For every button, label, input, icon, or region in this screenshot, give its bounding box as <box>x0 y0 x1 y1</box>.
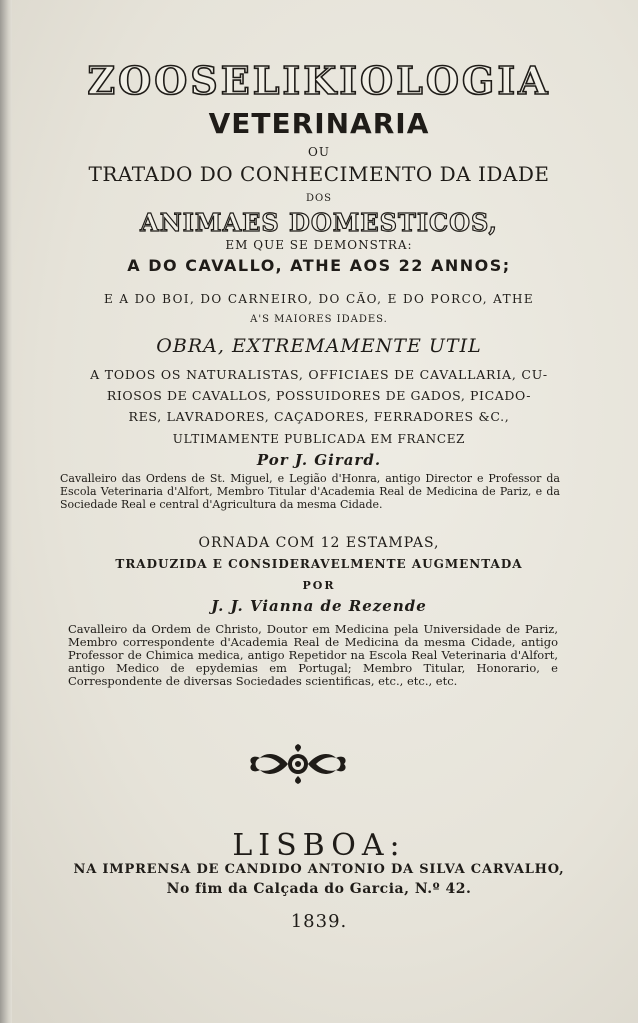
traduzida-line: TRADUZIDA E CONSIDERAVELMENTE AUGMENTADA <box>115 557 523 571</box>
cavallo-line: A DO CAVALLO, ATHE AOS 22 ANNOS; <box>127 256 511 275</box>
ornada-line: ORNADA COM 12 ESTAMPAS, <box>198 535 440 551</box>
boi-line: E A DO BOI, DO CARNEIRO, DO CÃO, E DO PORCO, ATHE <box>104 292 534 306</box>
press-line: NA IMPRENSA DE CANDIDO ANTONIO DA SILVA CARVALHO, <box>73 862 565 877</box>
em-que-line: EM QUE SE DEMONSTRA: <box>225 238 413 252</box>
conjunction-dos: DOS <box>305 193 333 204</box>
obra-line: OBRA, EXTREMAMENTE UTIL <box>156 335 482 357</box>
audience-line-3: RES, LAVRADORES, CAÇADORES, FERRADORES &C., <box>128 409 510 424</box>
translator-line: J. J. Vianna de Rezende <box>211 597 427 615</box>
author-bio: Cavalleiro das Ordens de St. Miguel, e Legião d'Honra, antigo Director e Professor da Escola Veterinaria d'Alfort, Membro Titular d'Academia Real de Medicina de Pariz, e da Sociedade Real e central d'Agricultura da mesma Cidade. <box>60 472 560 511</box>
main-title: ZOOSELIKIOLOGIA <box>87 58 551 103</box>
maiores-line: A'S MAIORES IDADES. <box>250 314 388 325</box>
author-line: Por J. Girard. <box>256 451 382 469</box>
animals-heading: ANIMAES DOMESTICOS, <box>140 208 498 237</box>
audience-line-1: A TODOS OS NATURALISTAS, OFFICIAES DE CAVALLARIA, CU- <box>90 367 548 382</box>
por-line: POR <box>302 579 336 592</box>
subtitle: VETERINARIA <box>208 107 430 140</box>
audience-line-2: RIOSOS DE CAVALLOS, POSSUIDORES DE GADOS, PICADO- <box>106 388 532 403</box>
year-line: 1839. <box>290 911 348 932</box>
published-line: ULTIMAMENTE PUBLICADA EM FRANCEZ <box>172 432 466 446</box>
translator-bio: Cavalleiro da Ordem de Christo, Doutor em Medicina pela Universidade de Pariz, Membro correspondente d'Academia Real de Medicina da mesma Cidade, antigo Professor de Chimica medica, antigo Repetidor na Escola Real Veterinaria d'Alfort, antigo Medico de epydemias em Portugal; Membro Titular, Honorario, e Correspondente de diversas Sociedades scientificas, etc., etc., etc. <box>68 622 558 688</box>
conjunction-ou: OU <box>308 145 330 159</box>
city-line: LISBOA: <box>232 828 406 863</box>
fleuron-ornament <box>244 744 352 784</box>
treatise-line: TRATADO DO CONHECIMENTO DA IDADE <box>88 162 550 186</box>
address-line: No fim da Calçada do Garcia, N.º 42. <box>166 881 472 897</box>
